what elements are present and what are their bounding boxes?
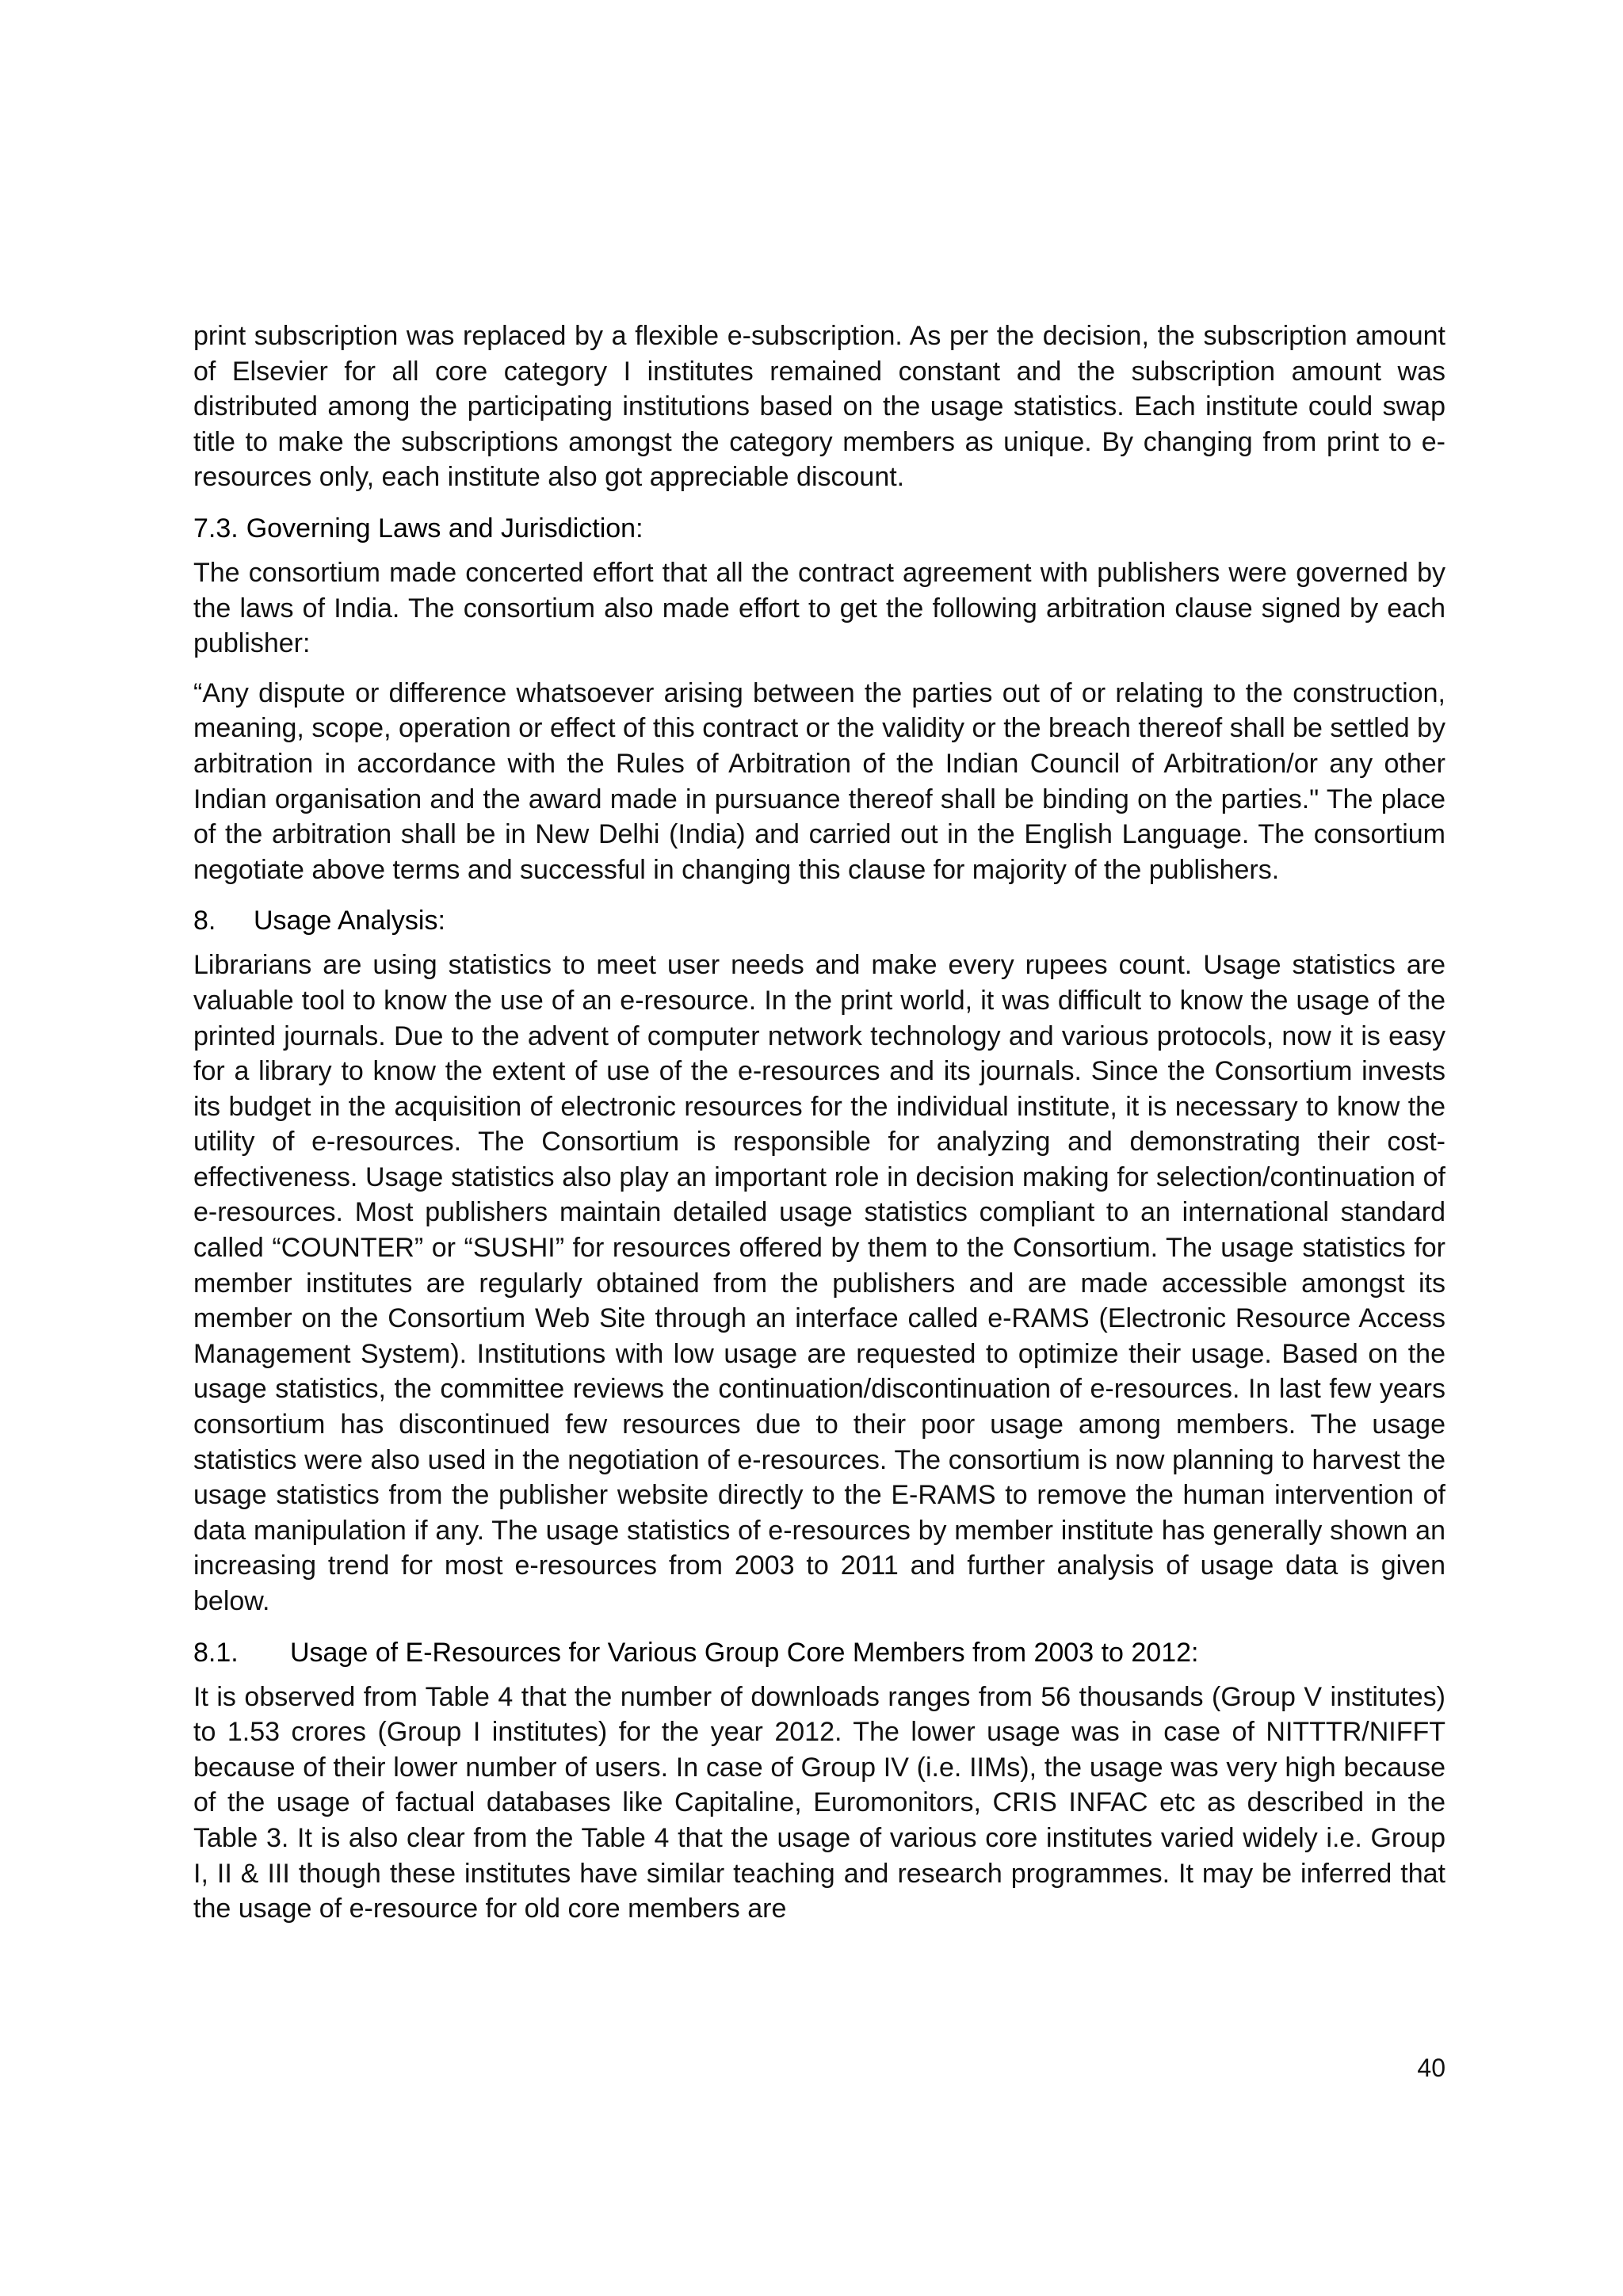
section-heading-7-3 (193, 509, 1445, 547)
document-body (193, 318, 1445, 1941)
section-number: 8. (193, 906, 216, 936)
section-number: 7.3. (193, 513, 239, 543)
section-title: Governing Laws and Jurisdiction: (246, 513, 643, 543)
paragraph-usage-analysis: Librarians are using statistics to meet user needs and make every rupees count. Usage statistics are valuable tool to know the use of an e-resource. In the print world, it was difficult to know the usage of the printed journals. Due to the advent of computer network technology and various protocols, now it is easy for a library to know the extent of use of the e-resources and its journals. Since the Consortium invests its budget in the acquisition of electronic resources for the individual institute, it is necessary to know the utility of e-resources. The Consortium is responsible for analyzing and demonstrating their cost-effectiveness. Usage statistics also play an important role in decision making for selection/continuation of e-resources. Most publishers maintain detailed usage statistics compliant to an international standard called “COUNTER” or “SUSHI” for resources offered by them to the Consortium. The usage statistics for member institutes are regularly obtained from the publishers and are made accessible amongst its member on the Consortium Web Site through an interface called e-RAMS (Electronic Resource Access Management System). Institutions with low usage are requested to optimize their usage. Based on the usage statistics, the committee reviews the continuation/discontinuation of e-resources. In last few years consortium has discontinued few resources due to their poor usage among members. The usage statistics were also used in the negotiation of e-resources. The consortium is now planning to harvest the usage statistics from the publisher website directly to the E-RAMS to remove the human intervention of data manipulation if any. The usage statistics of e-resources by member institute has generally shown an increasing trend for most e-resources from 2003 to 2011 and further analysis of usage data is given below. (193, 950, 1445, 1616)
section-number: 8.1. (193, 1637, 239, 1668)
paragraph-intro: print subscription was replaced by a flexible e-subscription. As per the decision, the subscription amount of Elsevier for all core category I institutes remained constant and the subscription amount was distributed among the participating institutions based on the usage statistics. Each institute could swap title to make the subscriptions amongst the category members as unique. By changing from print to e-resources only, each institute also got appreciable discount. (193, 321, 1445, 493)
paragraph-arbitration-clause: “Any dispute or difference whatsoever arising between the parties out of or relating to the construction, meaning, scope, operation or effect of this contract or the validity or the breach thereof shall be settled by arbitration in accordance with the Rules of Arbitration of the Indian Council of Arbitration/or any other Indian organisation and the award made in pursuance thereof shall be binding on the parties." The place of the arbitration shall be in New Delhi (India) and carried out in the English Language. The consortium negotiate above terms and successful in changing this clause for majority of the publishers. (193, 677, 1445, 885)
paragraph-group-usage: It is observed from Table 4 that the number of downloads ranges from 56 thousands (Group V institutes) to 1.53 crores (Group I institutes) for the year 2012. The lower usage was in case of NITTTR/NIFFT because of their lower number of users. In case of Group IV (i.e. IIMs), the usage was very high because of the usage of factual databases like Capitaline, Euromonitors, CRIS INFAC etc as described in the Table 3. It is also clear from the Table 4 that the usage of various core institutes varied widely i.e. Group I, II & III though these institutes have similar teaching and research programmes. It may be inferred that the usage of e-resource for old core members are (193, 1681, 1445, 1924)
section-title: Usage of E-Resources for Various Group Core Members from 2003 to 2012: (290, 1637, 1199, 1668)
section-heading-8-1 (193, 1634, 1445, 1672)
page-number: 40 (1417, 2054, 1445, 2082)
section-heading-8 (193, 902, 1445, 940)
section-title: Usage Analysis: (254, 906, 445, 936)
paragraph-governing-laws: The consortium made concerted effort that all the contract agreement with publishers were governed by the laws of India. The consortium also made effort to get the following arbitration clause signed by each publisher: (193, 557, 1445, 659)
